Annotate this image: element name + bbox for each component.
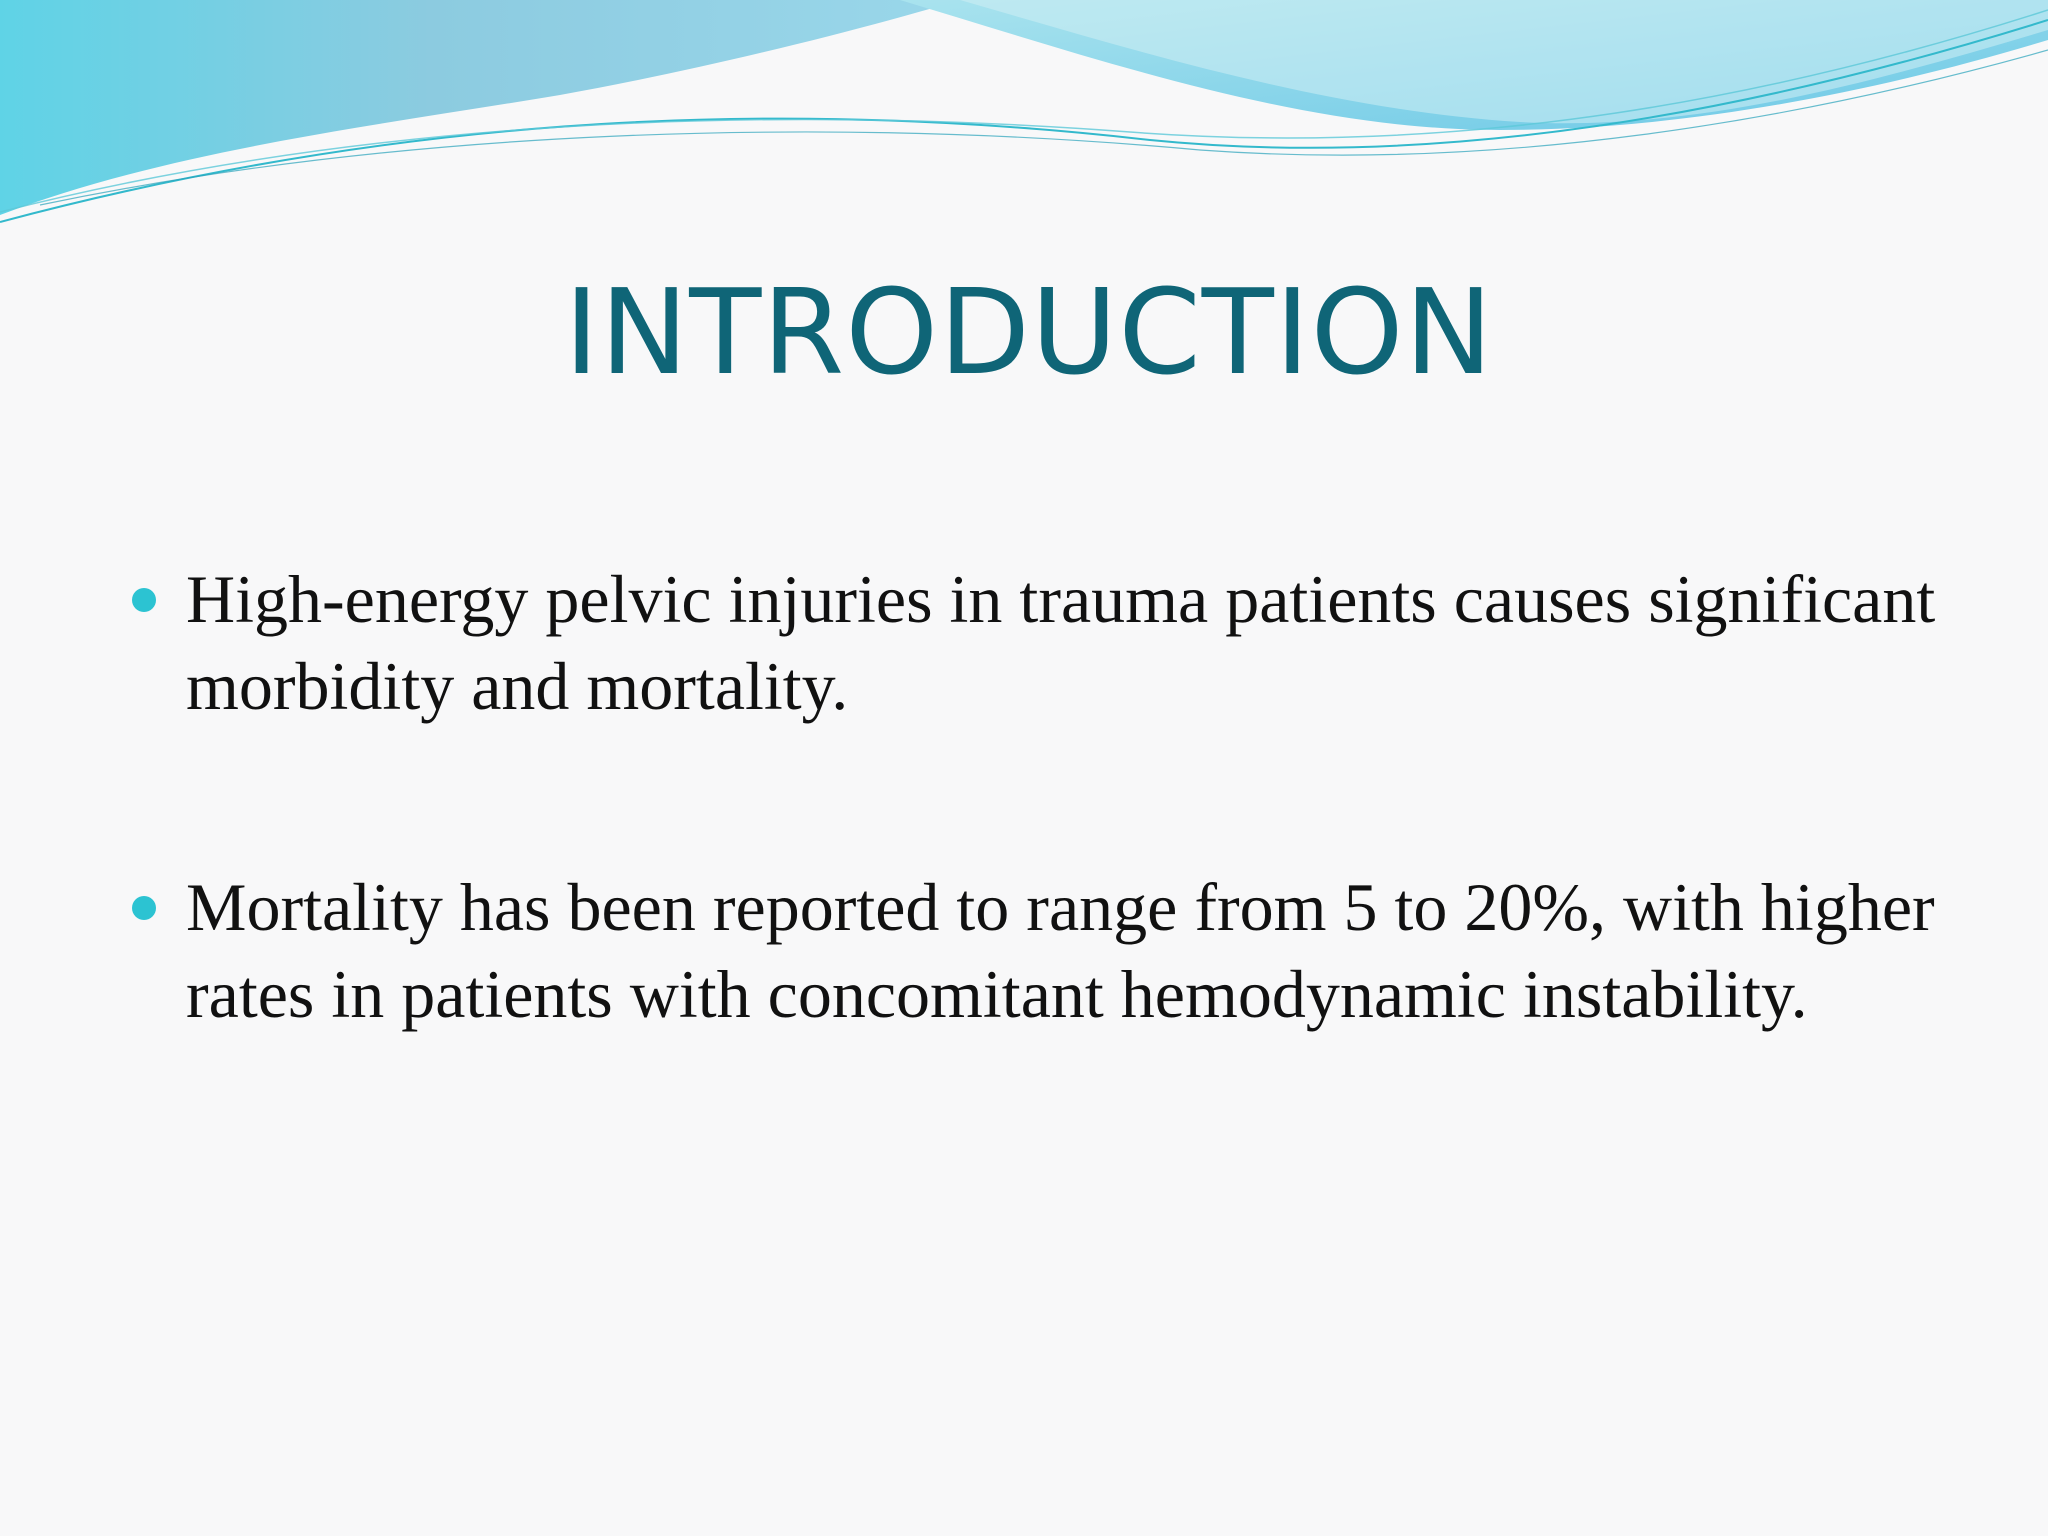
wave-band-left [0, 0, 960, 215]
bullet-text: Mortality has been reported to range from 5 to 20%, with higher rates in patients with concomitant hemodynamic instability. [186, 869, 1935, 1032]
slide-title: INTRODUCTION [564, 263, 1494, 401]
bullet-list [130, 556, 1950, 1038]
bullet-dot-icon [132, 896, 156, 920]
bullet-text: High-energy pelvic injuries in trauma patients causes significant morbidity and mortality. [186, 561, 1936, 724]
bullet-dot-icon [132, 588, 156, 612]
decorative-wave-header [0, 0, 2048, 240]
bullet-item [130, 864, 1950, 1038]
bullet-item [130, 556, 1950, 730]
